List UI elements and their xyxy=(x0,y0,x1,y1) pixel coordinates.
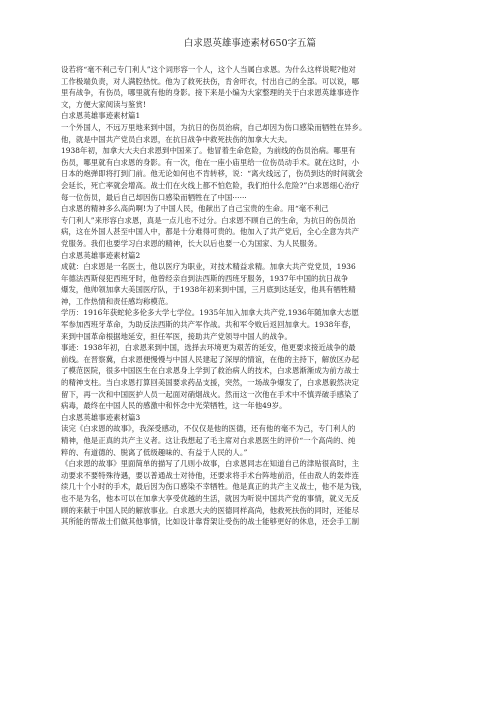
text-line: 顾的来献于中国人民的解放事业。白求恩大夫的医德同样高尚，他救死扶伤的同时，还能尽 xyxy=(61,505,360,515)
text-line: 《白求恩的故事》里面简单的描写了几则小故事，白求恩同志在知道自己的津贴很高时，主 xyxy=(61,459,360,469)
text-line: 的精神支柱。当白求恩打算回美国要求药品支援，突然，一场战争爆发了，白求恩毅然决定 xyxy=(61,378,360,388)
text-line: 党服务。我们也要学习白求恩的精神，长大以后也要一心为国家、为人民服务。 xyxy=(61,238,322,248)
text-line: 专门利人”来形容白求恩，真是一点儿也不过分。白求恩不顾自己的生命，为抗日的伤员治 xyxy=(61,215,356,225)
text-line: 他，就是中国共产党员白求恩，在抗日战争中救死扶伤的加拿大大夫。 xyxy=(61,134,292,144)
section-heading: 白求恩英雄事迹素材篇3 xyxy=(61,412,141,422)
document-page xyxy=(61,38,439,528)
text-line: 一个外国人，不远万里地来到中国，为抗日的伤员治病，自己却因为伤口感染而牺牲在异乡。 xyxy=(61,122,367,132)
text-line: 白求恩的精神多么高尚啊!为了中国人民，他献出了自己宝贵的生命。用“毫不利己 xyxy=(61,204,329,214)
document-body xyxy=(61,64,439,528)
text-line: 动要求不要特殊待遇，要以普通战士对待他，还要求将手术台阵地前沿，任由敌人的轰炸连 xyxy=(61,470,360,480)
section-heading: 白求恩英雄事迹素材篇1 xyxy=(61,111,141,121)
document-title: 白求恩英雄事迹素材650字五篇 xyxy=(183,38,317,49)
text-line: 了模范医院，很多中国医生在白求恩身上学到了救治病人的技术，白求恩渐渐成为前方战士 xyxy=(61,366,360,376)
text-line: 伤员，哪里就有白求恩的身影。有一次，他在一座小庙里给一位伤员动手术。就在这时，小 xyxy=(61,157,360,167)
text-line: 前线。在晋察冀，白求恩便慢慢与中国人民建起了深厚的情谊，在他的主持下，解放区办起 xyxy=(61,354,360,364)
text-line: 学历：1916年获蛇轮多伦多大学七学位。1935年加入加拿大共产党,1936年随加拿大志愿 xyxy=(61,308,359,318)
text-line: 也不是为名，他本可以在加拿大享受优越的生活，就因为听说中国共产党的事情，就义无反 xyxy=(61,493,360,503)
text-line: 设若将“毫不利己专门利人”这个词形容一个人，这个人当属白求恩。为什么这样说呢?他对 xyxy=(61,65,356,74)
text-line: 续几十个小时的手术，最后因为伤口感染不幸牺牲。他是真正的共产主义战士，他不是为钱， xyxy=(61,482,367,492)
text-line: 成就：白求恩是一名医士，他以医疗为职业，对技术精益求精。加拿大共产党党员，1936 xyxy=(61,262,356,272)
text-line: 留下，再一次和中国医护人员一起面对硝烟战火。然而这一次他在手术中不慎弄破手感染了 xyxy=(61,389,360,399)
section-heading: 白求恩英雄事迹素材篇2 xyxy=(61,250,141,260)
text-line: 读完《白求恩的故事》，我深受感动，不仅仅是他的医德，还有他的毫不为己，专门利人的 xyxy=(61,424,356,434)
text-line: 事迹：1938年初，白求恩来到中国，选择去环境更为艰苦的延安，他更要求接近战争的最 xyxy=(61,343,356,353)
text-line: 年德法西斯侵犯西班牙时，他曾经亲自到法西斯的西班牙服务，1937年中国的抗日战争 xyxy=(61,273,349,283)
text-line: 其所能的帮战士们做其他事情，比如设计靠背架让受伤的战士能够更好的休息，还会手工制 xyxy=(61,517,360,527)
text-line: 每一位伤员，最后自己却因伤口感染而牺牲在了中国······ xyxy=(61,192,247,202)
text-line: 日本的炮弹即将打到门前。他无论如何也不肯转移，说：“离火线远了，伤员到达的时间就会 xyxy=(61,169,363,179)
text-line: 工作极端负责，对人满腔热忱。他为了救死扶伤，肯舍旰衣，忖出自己的全部。可以说，哪 xyxy=(61,76,360,86)
text-line: 粹的、有道德的、脱离了低级趣味的、有益于人民的人。” xyxy=(61,447,248,457)
text-line: 军参加西班牙革命，为助反法西斯的共产军作战。共和军令败后返回加拿大。1938年春， xyxy=(61,320,356,330)
text-line: 文，方便大家阅读与鉴赏! xyxy=(61,99,146,109)
text-line: 爆发，他帅领加拿大美国医疗队，于1938年初来到中国，三月底到达延安，他具有牺牲精 xyxy=(61,285,356,295)
text-line: 精神，他是正真的共产主义者。这让我想起了毛主席对白求恩医生的评价“一个高尚的、纯 xyxy=(61,436,356,445)
text-line: 病毒，最终在中国人民的感激中和怀念中光荣牺牲，这一年他49岁。 xyxy=(61,401,287,411)
text-line: 里有战争，有伤员，哪里就有他的身影。接下来是小编为大家整理的关于白求恩英雄事迹作 xyxy=(61,88,360,98)
text-line: 神，工作热情和责任感均称模范。 xyxy=(61,296,173,306)
text-line: 病，这在外国人甚至中国人中，都是十分难得可贵的。他加入了共产党后，全心全意为共产 xyxy=(61,227,360,237)
text-line: 来到中国革命根据地延安，担任军医，接助共产党领导中国人的战争。 xyxy=(61,331,292,341)
text-line: 会延长，死亡率就会增高。战士们在火线上都不怕危险，我们怕什么危险?”白求恩细心治疗 xyxy=(61,180,360,190)
text-line: 1938年初，加拿大大夫白求恩到中国来了。他冒着生命危险，为前线的伤员治病。哪里有 xyxy=(61,146,356,156)
